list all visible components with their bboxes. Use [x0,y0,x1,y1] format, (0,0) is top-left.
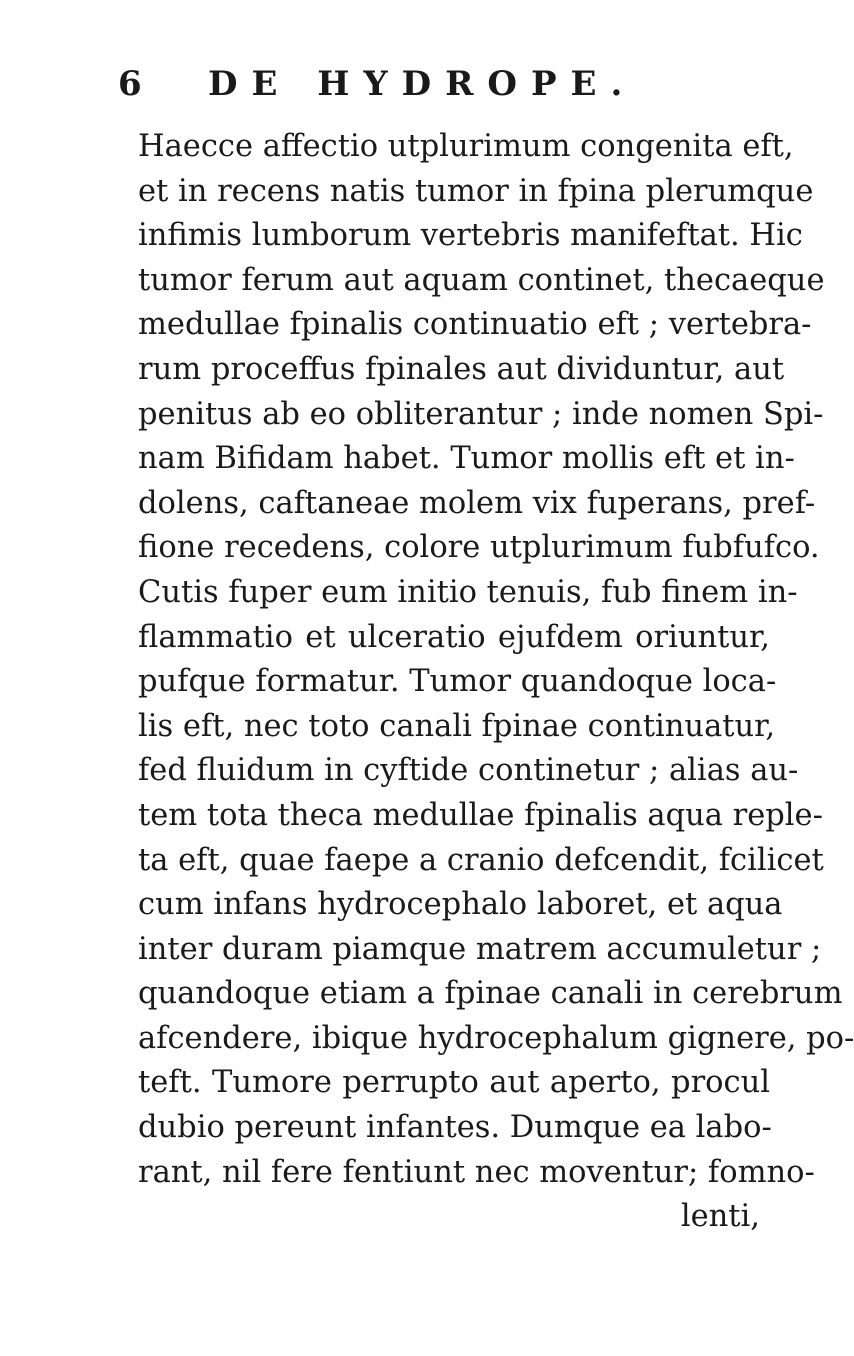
page-number: 6 [118,64,142,104]
text-line: Cutis fuper eum initio tenuis, fub finem in- [138,574,798,610]
text-line: fione recedens, colore utplurimum fubfufco. [138,530,820,566]
text-line: tem tota theca medullae fpinalis aqua reple- [138,797,823,833]
text-line: nam Bifidam habet. Tumor mollis eft et in- [138,441,795,477]
text-line: rant, nil fere fentiunt nec moventur; fomno- [138,1154,815,1190]
text-line: infimis lumborum vertebris manifeftat. Hic [138,218,803,254]
text-line: quandoque etiam a fpinae canali in cerebrum [138,976,843,1012]
text-line: flammatio et ulceratio ejufdem oriuntur, [138,619,770,655]
catchword: lenti, [680,1199,760,1235]
text-line: fed fluidum in cyftide continetur ; alias au- [138,753,799,789]
text-line: lis eft, nec toto canali fpinae continuatur, [138,708,776,744]
text-line: penitus ab eo obliterantur ; inde nomen Spi- [138,396,824,432]
text-line: pufque formatur. Tumor quandoque loca- [138,664,777,700]
text-line: teft. Tumore perrupto aut aperto, procul [138,1065,770,1101]
running-title: DE HYDROPE. [208,64,637,104]
body-text [138,125,854,1240]
text-line: medullae fpinalis continuatio eft ; vertebra- [138,307,812,343]
text-line: tumor ferum aut aquam continet, thecaeque [138,262,825,298]
text-line: ta eft, quae faepe a cranio defcendit, fcilicet [138,842,824,878]
page-header [118,60,758,110]
text-line: dolens, caftaneae molem vix fuperans, pref- [138,485,816,521]
text-line: et in recens natis tumor in fpina plerumque [138,173,814,209]
text-line: Haecce affectio utplurimum congenita eft, [138,129,794,164]
text-line: rum proceffus fpinales aut dividuntur, aut [138,351,785,387]
text-line: inter duram piamque matrem accumuletur ; [138,931,822,967]
text-line: cum infans hydrocephalo laboret, et aqua [138,887,783,923]
text-line: dubio pereunt infantes. Dumque ea labo- [138,1110,772,1146]
text-line: afcendere, ibique hydrocephalum gignere, po- [138,1020,854,1056]
